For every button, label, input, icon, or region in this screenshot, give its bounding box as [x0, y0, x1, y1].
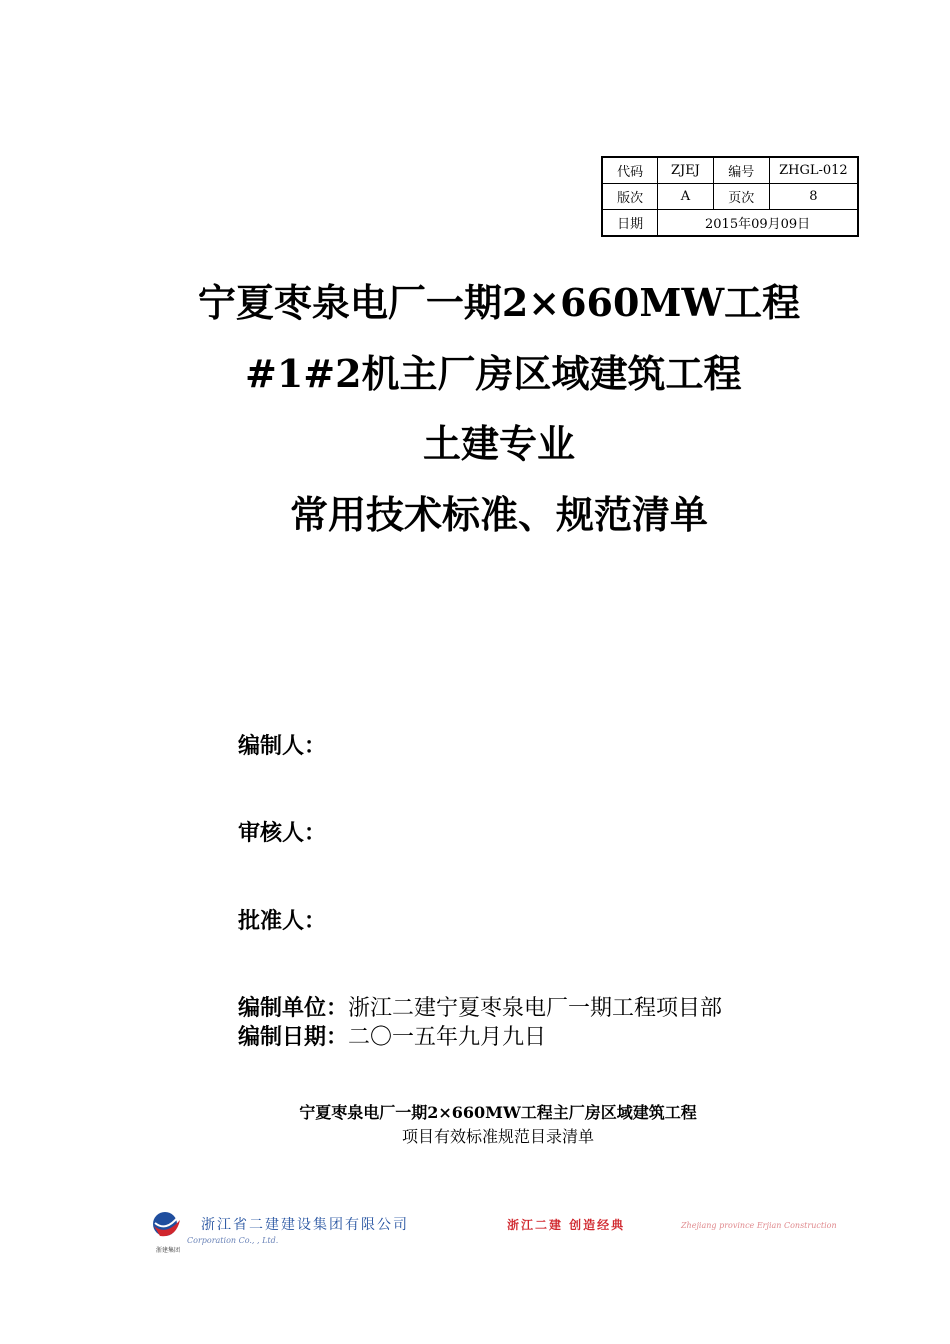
reviewer-label: 审核人：: [238, 821, 327, 846]
pages-value: 8: [769, 184, 858, 210]
date-label: 日期: [602, 210, 658, 237]
title-line-4: 常用技术标准、规范清单: [289, 492, 708, 537]
compile-date-label: 编制日期：: [238, 1025, 349, 1050]
revision-value: A: [658, 184, 713, 210]
company-logo-icon: [152, 1206, 184, 1256]
compiler-label: 编制人：: [238, 734, 327, 759]
number-label: 编号: [713, 157, 769, 184]
doc-table-row: [602, 157, 858, 184]
doc-table-row: [602, 184, 858, 210]
company-name-en: Corporation Co., , Ltd.: [187, 1236, 279, 1245]
subtitle-line-2: 项目有效标准规范目录清单: [401, 1127, 594, 1146]
number-value: ZHGL-012: [769, 157, 858, 184]
document-control-table: [601, 156, 859, 237]
code-value: ZJEJ: [658, 157, 713, 184]
compile-unit-line: [238, 995, 722, 1023]
logo-caption: 浙建集团: [155, 1247, 181, 1254]
date-value: 2015年09月09日: [658, 210, 858, 237]
company-slogan: 浙江二建 创造经典: [507, 1218, 626, 1232]
code-label: 代码: [602, 157, 658, 184]
subtitle-line-1: 宁夏枣泉电厂一期2×660MW工程主厂房区域建筑工程: [299, 1103, 697, 1122]
pages-label: 页次: [713, 184, 769, 210]
compile-date-value: 二〇一五年九月九日: [348, 1025, 547, 1050]
revision-label: 版次: [602, 184, 658, 210]
title-line-2: #1#2机主厂房区域建筑工程: [245, 351, 742, 396]
doc-table-row: [602, 210, 858, 237]
title-line-1: 宁夏枣泉电厂一期2×660MW工程: [197, 280, 801, 325]
compile-unit-label: 编制单位：: [238, 996, 349, 1021]
compile-unit-value: 浙江二建宁夏枣泉电厂一期工程项目部: [348, 996, 723, 1021]
company-name: 浙江省二建建设集团有限公司: [201, 1217, 409, 1233]
compile-date-line: [238, 1024, 546, 1052]
approver-label: 批准人：: [238, 909, 327, 934]
title-line-3: 土建专业: [422, 421, 575, 466]
company-slogan-en: Zhejiang province Erjian Construction: [681, 1221, 837, 1230]
